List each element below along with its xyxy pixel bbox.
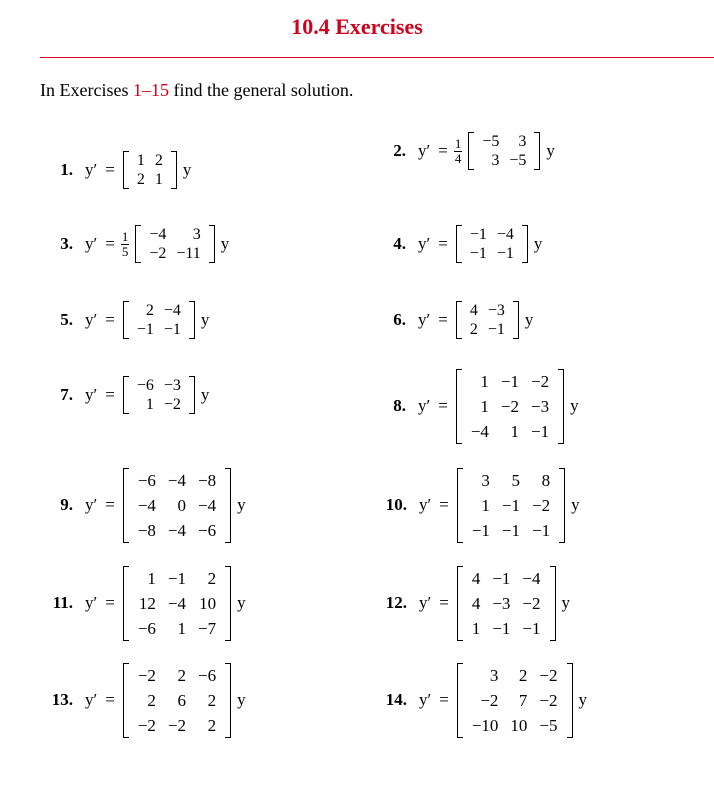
matrix-entry: −4 <box>163 302 181 319</box>
exercise-number: 4. <box>393 234 406 253</box>
matrix-row <box>144 244 205 263</box>
solution-vector: y <box>237 495 246 514</box>
matrix-entry: −3 <box>487 302 505 319</box>
exercise-7 <box>55 376 209 414</box>
matrix-entry: 2 <box>136 171 145 188</box>
matrix-entry: −2 <box>522 593 541 613</box>
matrix-entry: 3 <box>518 133 527 150</box>
matrix-entry: 1 <box>480 396 489 416</box>
matrix-entry: 2 <box>147 690 156 710</box>
fraction-denominator: 4 <box>454 150 462 166</box>
matrix-entry: −2 <box>167 715 186 735</box>
exercise-3 <box>55 225 229 263</box>
matrix-entry: −2 <box>163 396 181 413</box>
matrix-entry: −5 <box>482 133 500 150</box>
fraction-numerator: 1 <box>454 135 462 151</box>
matrix-entry: −4 <box>167 593 186 613</box>
matrix-entry: 2 <box>207 568 217 588</box>
derivative-symbol: y′ <box>85 593 98 612</box>
matrix-entry: −2 <box>500 396 519 416</box>
matrix-entry: 2 <box>177 665 186 685</box>
derivative-symbol: y′ <box>419 495 432 514</box>
matrix-row <box>132 616 222 641</box>
matrix-entry: 2 <box>469 321 478 338</box>
matrix-row <box>132 591 222 616</box>
exercise-range-link[interactable]: 1–15 <box>132 80 169 100</box>
matrix-entry: −2 <box>532 495 551 515</box>
equals-sign: = <box>105 593 115 612</box>
coefficient-matrix <box>457 663 573 738</box>
equals-sign: = <box>438 396 448 415</box>
matrix-row <box>132 663 222 688</box>
matrix-grid <box>132 151 168 189</box>
matrix-row <box>465 320 510 339</box>
matrix-entry: −1 <box>469 245 487 262</box>
derivative-symbol: y′ <box>418 141 431 160</box>
instructions-suffix: find the general solution. <box>168 80 354 100</box>
solution-vector: y <box>578 690 587 709</box>
exercise-number: 9. <box>60 495 73 514</box>
solution-vector: y <box>237 593 246 612</box>
matrix-entry: −1 <box>487 321 505 338</box>
matrix-entry: 1 <box>510 421 519 441</box>
solution-vector: y <box>571 495 580 514</box>
scalar-fraction <box>454 137 463 166</box>
matrix-entry: −1 <box>163 321 181 338</box>
matrix-entry: 3 <box>491 152 500 169</box>
equals-sign: = <box>105 385 115 404</box>
matrix-grid <box>132 566 222 641</box>
matrix-entry: −7 <box>198 618 217 638</box>
matrix-grid <box>465 301 510 339</box>
matrix-row <box>132 395 186 414</box>
equals-sign: = <box>438 141 448 160</box>
matrix-entry: −1 <box>532 520 551 540</box>
matrix-entry: −2 <box>480 690 499 710</box>
matrix-grid <box>465 225 519 263</box>
equals-sign: = <box>105 495 115 514</box>
coefficient-matrix <box>457 468 565 543</box>
solution-vector: y <box>182 160 192 179</box>
matrix-entry: 10 <box>199 593 217 613</box>
coefficient-matrix <box>123 376 195 414</box>
matrix-entry: −4 <box>137 495 156 515</box>
derivative-symbol: y′ <box>85 234 98 253</box>
matrix-entry: −2 <box>149 245 167 262</box>
matrix-row <box>132 170 168 189</box>
exercise-number: 7. <box>60 385 73 404</box>
matrix-entry: −2 <box>539 690 558 710</box>
exercise-number: 2. <box>393 141 406 160</box>
matrix-row <box>132 320 186 339</box>
matrix-entry: 3 <box>192 226 201 243</box>
matrix-row <box>132 688 222 713</box>
matrix-entry: −5 <box>539 715 558 735</box>
equals-sign: = <box>105 160 115 179</box>
matrix-entry: 5 <box>511 470 520 490</box>
matrix-row <box>144 225 205 244</box>
matrix-entry: 4 <box>469 302 478 319</box>
matrix-row <box>466 566 547 591</box>
matrix-row <box>132 713 222 738</box>
exercise-6 <box>388 301 533 339</box>
equals-sign: = <box>438 310 448 329</box>
matrix-row <box>132 518 222 543</box>
matrix-entry: −1 <box>501 520 520 540</box>
matrix-entry: 3 <box>489 665 499 685</box>
matrix-row <box>466 713 564 738</box>
exercise-number: 1. <box>60 160 73 179</box>
matrix-entry: −1 <box>492 618 511 638</box>
derivative-symbol: y′ <box>419 593 432 612</box>
instructions <box>40 80 353 101</box>
matrix-row <box>466 663 564 688</box>
matrix-entry: 10 <box>510 715 528 735</box>
fraction-numerator: 1 <box>121 228 129 244</box>
exercise-4 <box>388 225 542 263</box>
solution-vector: y <box>237 690 246 709</box>
matrix-entry: −4 <box>167 470 186 490</box>
exercise-number: 8. <box>393 396 406 415</box>
solution-vector: y <box>546 141 555 160</box>
coefficient-matrix <box>123 301 195 339</box>
equals-sign: = <box>439 690 449 709</box>
matrix-entry: −3 <box>492 593 511 613</box>
coefficient-matrix <box>457 566 556 641</box>
coefficient-matrix <box>123 151 177 189</box>
derivative-symbol: y′ <box>419 690 432 709</box>
equals-sign: = <box>439 495 449 514</box>
matrix-entry: 1 <box>147 568 156 588</box>
matrix-row <box>465 225 519 244</box>
matrix-entry: −4 <box>149 226 167 243</box>
derivative-symbol: y′ <box>85 160 98 179</box>
exercise-number: 13. <box>51 690 73 709</box>
matrix-entry: 1 <box>481 495 490 515</box>
exercise-number: 11. <box>52 593 73 612</box>
derivative-symbol: y′ <box>418 396 431 415</box>
exercise-11 <box>44 566 246 641</box>
matrix-entry: −8 <box>198 470 217 490</box>
equals-sign: = <box>439 593 449 612</box>
solution-vector: y <box>533 234 543 253</box>
matrix-row <box>466 468 556 493</box>
matrix-row <box>465 394 555 419</box>
matrix-entry: −1 <box>136 321 154 338</box>
matrix-entry: 4 <box>471 568 481 588</box>
derivative-symbol: y′ <box>85 690 98 709</box>
exercise-number: 5. <box>60 310 73 329</box>
matrix-entry: 1 <box>177 618 186 638</box>
matrix-row <box>465 369 555 394</box>
matrix-row <box>466 591 547 616</box>
coefficient-matrix <box>456 301 519 339</box>
matrix-entry: −1 <box>531 421 550 441</box>
matrix-grid <box>132 376 186 414</box>
solution-vector: y <box>570 396 579 415</box>
matrix-entry: −4 <box>522 568 541 588</box>
matrix-entry: 7 <box>518 690 528 710</box>
exercise-9 <box>44 468 246 543</box>
matrix-entry: −1 <box>500 371 519 391</box>
exercise-number: 6. <box>393 310 406 329</box>
matrix-entry: −4 <box>470 421 489 441</box>
matrix-entry: −6 <box>198 665 217 685</box>
solution-vector: y <box>524 310 534 329</box>
matrix-row <box>466 518 556 543</box>
matrix-row <box>132 376 186 395</box>
matrix-entry: 2 <box>154 152 163 169</box>
section-title: 10.4 Exercises <box>291 14 423 39</box>
matrix-entry: −5 <box>509 152 527 169</box>
matrix-entry: 1 <box>471 618 481 638</box>
matrix-entry: −4 <box>496 226 514 243</box>
coefficient-matrix <box>468 132 540 170</box>
matrix-entry: 1 <box>136 152 145 169</box>
matrix-entry: 1 <box>145 396 154 413</box>
equals-sign: = <box>438 234 448 253</box>
matrix-row <box>132 301 186 320</box>
exercise-5 <box>55 301 209 339</box>
exercise-number: 12. <box>385 593 407 612</box>
matrix-row <box>466 493 556 518</box>
matrix-grid <box>466 566 547 641</box>
matrix-row <box>132 468 222 493</box>
matrix-row <box>132 566 222 591</box>
matrix-row <box>466 688 564 713</box>
matrix-entry: 3 <box>481 470 490 490</box>
matrix-grid <box>466 468 556 543</box>
matrix-grid <box>132 301 186 339</box>
matrix-entry: −10 <box>471 715 499 735</box>
matrix-grid <box>466 663 564 738</box>
exercise-13 <box>44 663 246 738</box>
matrix-entry: −1 <box>496 245 514 262</box>
matrix-entry: −6 <box>137 618 156 638</box>
matrix-row <box>466 616 547 641</box>
equals-sign: = <box>105 310 115 329</box>
fraction-denominator: 5 <box>121 243 129 259</box>
matrix-entry: −3 <box>531 396 550 416</box>
exercise-number: 3. <box>60 234 73 253</box>
title-divider <box>40 57 714 58</box>
coefficient-matrix <box>456 225 528 263</box>
matrix-row <box>465 301 510 320</box>
matrix-entry: 0 <box>177 495 186 515</box>
matrix-grid <box>465 369 555 444</box>
solution-vector: y <box>220 234 230 253</box>
scalar-fraction <box>121 230 130 259</box>
exercise-14 <box>378 663 587 738</box>
matrix-entry: −6 <box>198 520 217 540</box>
matrix-entry: 2 <box>518 665 528 685</box>
coefficient-matrix <box>456 369 564 444</box>
matrix-entry: −2 <box>539 665 558 685</box>
exercise-2 <box>388 132 555 170</box>
coefficient-matrix <box>123 468 231 543</box>
matrix-entry: −3 <box>163 377 181 394</box>
matrix-entry: 1 <box>154 171 163 188</box>
exercise-12 <box>378 566 570 641</box>
coefficient-matrix <box>123 566 231 641</box>
matrix-row <box>477 132 531 151</box>
matrix-grid <box>132 663 222 738</box>
matrix-entry: −2 <box>531 371 550 391</box>
matrix-row <box>132 493 222 518</box>
matrix-row <box>465 419 555 444</box>
matrix-row <box>132 151 168 170</box>
matrix-entry: −1 <box>522 618 541 638</box>
derivative-symbol: y′ <box>418 310 431 329</box>
derivative-symbol: y′ <box>85 495 98 514</box>
matrix-entry: 4 <box>471 593 481 613</box>
derivative-symbol: y′ <box>85 385 98 404</box>
equals-sign: = <box>105 234 115 253</box>
matrix-entry: 2 <box>207 690 217 710</box>
matrix-entry: 2 <box>145 302 154 319</box>
matrix-entry: −2 <box>137 665 156 685</box>
matrix-entry: 12 <box>138 593 156 613</box>
solution-vector: y <box>200 385 210 404</box>
matrix-entry: 8 <box>541 470 551 490</box>
exercise-10 <box>378 468 580 543</box>
matrix-entry: −4 <box>167 520 186 540</box>
solution-vector: y <box>200 310 210 329</box>
matrix-entry: −6 <box>137 470 156 490</box>
matrix-entry: 1 <box>480 371 489 391</box>
matrix-entry: −1 <box>492 568 511 588</box>
exercise-number: 14. <box>385 690 407 709</box>
matrix-entry: −1 <box>469 226 487 243</box>
solution-vector: y <box>561 593 570 612</box>
matrix-entry: 2 <box>207 715 217 735</box>
instructions-prefix: In Exercises <box>40 80 133 100</box>
matrix-entry: −8 <box>137 520 156 540</box>
exercise-1 <box>55 151 191 189</box>
matrix-grid <box>144 225 205 263</box>
derivative-symbol: y′ <box>418 234 431 253</box>
matrix-entry: −1 <box>501 495 520 515</box>
matrix-entry: 6 <box>177 690 186 710</box>
matrix-grid <box>132 468 222 543</box>
coefficient-matrix <box>135 225 214 263</box>
equals-sign: = <box>105 690 115 709</box>
exercise-8 <box>388 369 579 444</box>
matrix-entry: −1 <box>471 520 490 540</box>
matrix-row <box>477 151 531 170</box>
matrix-entry: −11 <box>176 245 201 262</box>
matrix-entry: −6 <box>136 377 154 394</box>
matrix-entry: −1 <box>167 568 186 588</box>
coefficient-matrix <box>123 663 231 738</box>
matrix-row <box>465 244 519 263</box>
exercise-number: 10. <box>385 495 407 514</box>
derivative-symbol: y′ <box>85 310 98 329</box>
matrix-entry: −2 <box>137 715 156 735</box>
matrix-grid <box>477 132 531 170</box>
matrix-entry: −4 <box>198 495 217 515</box>
